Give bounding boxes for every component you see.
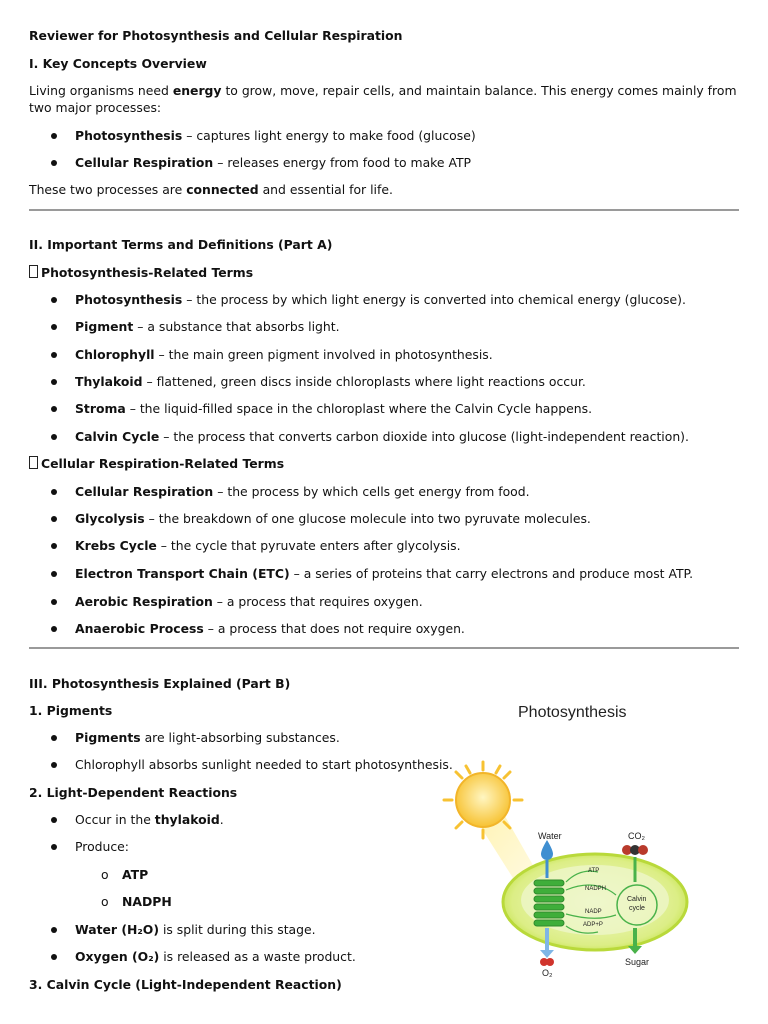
term-definition: – a series of proteins that carry electrons and produce most ATP. bbox=[289, 566, 694, 581]
term-item bbox=[75, 565, 693, 582]
water-label: Water bbox=[538, 831, 562, 841]
term-name: Photosynthesis bbox=[75, 292, 183, 307]
list-item-desc: are light-absorbing substances. bbox=[140, 730, 340, 745]
section-heading-key-concepts: I. Key Concepts Overview bbox=[29, 56, 207, 71]
bullet-dot bbox=[51, 133, 57, 139]
term-name: Aerobic Respiration bbox=[75, 594, 213, 609]
section-divider bbox=[29, 647, 739, 649]
term-definition: – a process that requires oxygen. bbox=[212, 594, 423, 609]
list-item-desc: – captures light energy to make food (glucose) bbox=[182, 128, 476, 143]
sugar-label: Sugar bbox=[625, 957, 650, 967]
term-name: Chlorophyll bbox=[75, 347, 155, 362]
water-droplet-icon bbox=[541, 840, 553, 860]
list-item bbox=[75, 154, 471, 171]
intro-text-rest: to grow, move, repair cells, and maintain balance. This energy comes mainly from two major processes: bbox=[29, 83, 737, 115]
list-item-text: Occur in the bbox=[75, 812, 155, 827]
sub-bullet-marker: o bbox=[101, 867, 109, 882]
figure-title: Photosynthesis bbox=[518, 704, 627, 721]
term-definition: – the cycle that pyruvate enters after glycolysis. bbox=[156, 538, 461, 553]
o2-label: O₂ bbox=[542, 968, 553, 978]
term-item bbox=[75, 400, 592, 417]
sub-bullet-marker: o bbox=[101, 894, 109, 909]
list-item-text: . bbox=[219, 812, 224, 827]
term-item bbox=[75, 620, 465, 637]
missing-glyph-icon bbox=[29, 456, 38, 469]
list-item-desc: is split during this stage. bbox=[159, 922, 316, 937]
subheading-light-dependent: 2. Light-Dependent Reactions bbox=[29, 785, 238, 800]
term-definition: – the breakdown of one glucose molecule into two pyruvate molecules. bbox=[144, 511, 591, 526]
list-item bbox=[75, 729, 340, 746]
bullet-dot bbox=[51, 599, 57, 605]
term-item bbox=[75, 483, 530, 500]
list-item-bold: thylakoid bbox=[154, 812, 220, 827]
term-item bbox=[75, 291, 686, 308]
list-item bbox=[75, 948, 356, 965]
term-definition: – the liquid-filled space in the chloroplast where the Calvin Cycle happens. bbox=[125, 401, 593, 416]
document-title: Reviewer for Photosynthesis and Cellular Respiration bbox=[29, 28, 403, 43]
term-name: Anaerobic Process bbox=[75, 621, 204, 636]
outro-text-rest: and essential for life. bbox=[258, 182, 393, 197]
term-definition: – the main green pigment involved in photosynthesis. bbox=[154, 347, 493, 362]
term-item bbox=[75, 537, 461, 554]
list-item-desc: is released as a waste product. bbox=[159, 949, 356, 964]
term-item bbox=[75, 428, 689, 445]
section-heading-terms: II. Important Terms and Definitions (Part A) bbox=[29, 237, 333, 252]
oxygen-arrow-head bbox=[540, 950, 554, 958]
term-name: Cellular Respiration bbox=[75, 484, 214, 499]
bullet-dot bbox=[51, 160, 57, 166]
bullet-dot bbox=[51, 352, 57, 358]
term-name: Stroma bbox=[75, 401, 126, 416]
subheading-photosynthesis-terms bbox=[29, 264, 253, 281]
bullet-dot bbox=[51, 516, 57, 522]
nadp-label: NADP bbox=[585, 909, 602, 915]
list-item: Produce: bbox=[75, 839, 129, 854]
term-name: Calvin Cycle bbox=[75, 429, 160, 444]
bullet-dot bbox=[51, 434, 57, 440]
list-item-term: Oxygen (O₂) bbox=[75, 949, 160, 964]
atp-label: ATP bbox=[588, 868, 600, 874]
bullet-dot bbox=[51, 489, 57, 495]
calvin-label: Calvin bbox=[627, 896, 647, 903]
term-name: Thylakoid bbox=[75, 374, 143, 389]
cycle-label: cycle bbox=[629, 905, 645, 912]
photosynthesis-illustration bbox=[430, 700, 710, 990]
term-definition: – the process that converts carbon dioxide into glucose (light-independent reaction). bbox=[159, 429, 689, 444]
list-item: Chlorophyll absorbs sunlight needed to start photosynthesis. bbox=[75, 757, 453, 772]
term-item bbox=[75, 346, 493, 363]
photosynthesis-figure bbox=[430, 700, 710, 990]
list-item bbox=[75, 921, 316, 938]
term-item bbox=[75, 593, 423, 610]
list-item-term: Pigments bbox=[75, 730, 141, 745]
sugar-arrow-head bbox=[628, 946, 642, 954]
subheading-label: Photosynthesis-Related Terms bbox=[41, 265, 254, 280]
list-item bbox=[75, 811, 224, 828]
bullet-dot bbox=[51, 844, 57, 850]
oxygen-molecule-icon bbox=[540, 958, 554, 966]
term-definition: – the process by which light energy is converted into chemical energy (glucose). bbox=[182, 292, 686, 307]
term-item bbox=[75, 510, 591, 527]
nadph-label: NADPH bbox=[585, 886, 607, 892]
intro-paragraph bbox=[29, 82, 741, 116]
bullet-dot bbox=[51, 735, 57, 741]
list-item bbox=[75, 127, 476, 144]
sun-icon bbox=[456, 773, 510, 827]
bullet-dot bbox=[51, 543, 57, 549]
term-definition: – flattened, green discs inside chloroplasts where light reactions occur. bbox=[142, 374, 586, 389]
subheading-label: Cellular Respiration-Related Terms bbox=[41, 456, 285, 471]
list-item-desc: – releases energy from food to make ATP bbox=[213, 155, 472, 170]
co2-molecule-icon bbox=[622, 845, 648, 855]
subheading-calvin-cycle: 3. Calvin Cycle (Light-Independent Reaction) bbox=[29, 977, 342, 992]
outro-bold-connected: connected bbox=[186, 182, 259, 197]
subheading-respiration-terms bbox=[29, 455, 284, 472]
bullet-dot bbox=[51, 626, 57, 632]
term-definition: – the process by which cells get energy from food. bbox=[213, 484, 530, 499]
intro-bold-energy: energy bbox=[172, 83, 222, 98]
term-name: Glycolysis bbox=[75, 511, 145, 526]
bullet-dot bbox=[51, 954, 57, 960]
section-heading-photosynthesis-explained: III. Photosynthesis Explained (Part B) bbox=[29, 676, 291, 691]
term-item bbox=[75, 318, 340, 335]
sub-list-item: NADPH bbox=[122, 894, 172, 909]
term-name: Electron Transport Chain (ETC) bbox=[75, 566, 290, 581]
missing-glyph-icon bbox=[29, 265, 38, 278]
co2-label: CO₂ bbox=[628, 831, 645, 841]
term-definition: – a process that does not require oxygen. bbox=[203, 621, 465, 636]
term-item bbox=[75, 373, 586, 390]
outro-text: These two processes are bbox=[29, 182, 187, 197]
bullet-dot bbox=[51, 406, 57, 412]
outro-paragraph bbox=[29, 181, 393, 198]
bullet-dot bbox=[51, 297, 57, 303]
term-name: Krebs Cycle bbox=[75, 538, 157, 553]
list-item-term: Cellular Respiration bbox=[75, 155, 214, 170]
section-divider bbox=[29, 209, 739, 211]
term-name: Pigment bbox=[75, 319, 134, 334]
intro-text: Living organisms need bbox=[29, 83, 173, 98]
bullet-dot bbox=[51, 817, 57, 823]
subheading-pigments: 1. Pigments bbox=[29, 703, 113, 718]
bullet-dot bbox=[51, 571, 57, 577]
sub-list-item: ATP bbox=[122, 867, 149, 882]
bullet-dot bbox=[51, 927, 57, 933]
bullet-dot bbox=[51, 324, 57, 330]
list-item-term: Photosynthesis bbox=[75, 128, 183, 143]
term-definition: – a substance that absorbs light. bbox=[133, 319, 340, 334]
bullet-dot bbox=[51, 762, 57, 768]
adp-label: ADP+P bbox=[583, 922, 603, 928]
bullet-dot bbox=[51, 379, 57, 385]
list-item-term: Water (H₂O) bbox=[75, 922, 159, 937]
